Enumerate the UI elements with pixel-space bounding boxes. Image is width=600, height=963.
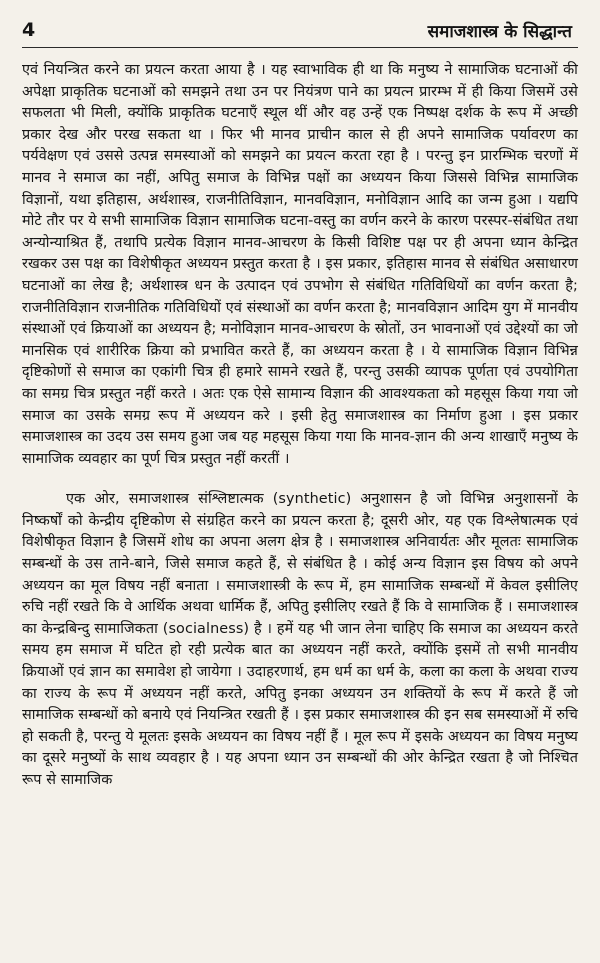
header-rule [22,47,578,48]
paragraph-synthetic-discipline: एक ओर, समाजशास्त्र संश्लिष्टात्मक (synthetic) अनुशासन है जो विभिन्न अनुशासनों के निष्कर्षों को केन्द्रीय दृष्टिकोण से संग्रहित करने का प्रयत्न करता है; दूसरी ओर, यह एक विश्लेषात्मक एवं विशेषीकृत विज्ञान है जिसमें शोध का अपना अलग क्षेत्र है । समाजशास्त्र अनिवार्यतः और मूलतः सामाजिक सम्बन्धों के उस ताने-बाने, जिसे समाज कहते हैं, से संबंधित है । कोई अन्य विज्ञान इस विषय को अपने अध्ययन का मूल विषय नहीं बनाता । समाजशास्त्री के रूप में, हम सामाजिक सम्बन्धों में केवल इसीलिए रुचि नहीं रखते कि वे आर्थिक अथवा धार्मिक हैं, अपितु इसीलिए रखते हैं कि वे सामाजिक हैं । समाजशास्त्र का केन्द्रबिन्दु सामाजिकता (socialness) है । हमें यह भी जान लेना चाहिए कि समाज का अध्ययन करते समय हम समाज में घटित हो रही प्रत्येक बात का अध्ययन नहीं करते, क्योंकि इसमें तो सभी मानवीय क्रियाओं एवं ज्ञान का समावेश हो जायेगा । उदाहरणार्थ, हम धर्म का धर्म के, कला का कला के अथवा राज्य का राज्य के रूप में अध्ययन नहीं करते, अपितु इनका अध्ययन उन शक्तियों के रूप में करते हैं जो सामाजिक सम्बन्धों को बनाये एवं नियन्त्रित रखती हैं । इस प्रकार समाजशास्त्र की इन सब समस्याओं में रुचि हो सकती है, परन्तु ये मूलतः इसके अध्ययन का विषय नहीं हैं । मूल रूप में इसके अध्ययन का विषय मनुष्य का दूसरे मनुष्यों के साथ व्यवहार है । यह अपना ध्यान उन सम्बन्धों की ओर केन्द्रित रखता है जो निश्चित रूप से सामाजिक [22,491,578,788]
body-text [22,60,578,792]
paragraph-continued: एवं नियन्त्रित करने का प्रयत्न करता आया है । यह स्वाभाविक ही था कि मनुष्य ने सामाजिक घटनाओं की अपेक्षा प्राकृतिक घटनाओं को समझने तथा उन पर नियंत्रण पाने का प्रयत्न प्रारम्भ में ही किया जिसमें उसे सफलता भी मिली, क्योंकि प्राकृतिक घटनाएँ स्थूल थीं और वह उन्हें एक निष्पक्ष दर्शक के रूप में अच्छी प्रकार देख और परख सकता था । फिर भी मानव प्राचीन काल से ही अपने सामाजिक पर्यावरण का पर्यवेक्षण एवं उससे उत्पन्न समस्याओं को समझने का प्रयत्न करता रहा है । परन्तु इन प्रारम्भिक चरणों में मानव ने समाज का नहीं, अपितु समाज के विभिन्न पक्षों का अध्ययन किया जिससे विभिन्न सामाजिक विज्ञानों, यथा इतिहास, अर्थशास्त्र, राजनीतिविज्ञान, मानवविज्ञान, मनोविज्ञान आदि का जन्म हुआ । यद्यपि मोटे तौर पर ये सभी सामाजिक विज्ञान सामाजिक घटना-वस्तु का वर्णन करने के कारण परस्पर-संबंधित तथा अन्योन्याश्रित हैं, तथापि प्रत्येक विज्ञान मानव-आचरण के किसी विशिष्ट पक्ष पर ही अपना ध्यान केन्द्रित रखकर उस पक्ष का विशेषीकृत अध्ययन प्रस्तुत करता है । इस प्रकार, इतिहास मानव से संबंधित असाधारण घटनाओं का लेख है; अर्थशास्त्र धन के उत्पादन एवं उपभोग से संबंधित गतिविधियों का वर्णन करता है; राजनीतिविज्ञान राजनीतिक गतिविधियों एवं संस्थाओं का वर्णन करता है; मानवविज्ञान आदिम युग में मानवीय संस्थाओं एवं क्रियाओं का अध्ययन है; मनोविज्ञान मानव-आचरण के स्रोतों, उन भावनाओं एवं उद्देश्यों का जो मानसिक एवं शारीरिक क्रिया को प्रभावित करते हैं, का अध्ययन करता है । ये सामाजिक विज्ञान विभिन्न दृष्टिकोणों से समाज का एकांगी चित्र ही हमारे सामने रखते हैं, परन्तु उसकी व्यापक पूर्णता एवं उपयोगिता का समग्र चित्र प्रस्तुत नहीं करते । अतः एक ऐसे सामान्य विज्ञान की आवश्यकता को महसूस किया गया जो समाज का उसके समग्र रूप में अध्ययन करे । इसी हेतु समाजशास्त्र का निर्माण हुआ । इस प्रकार समाजशास्त्र का उदय उस समय हुआ जब यह महसूस किया गया कि मानव-ज्ञान की अन्य शाखाएँ मनुष्य के सामाजिक व्यवहार का पूर्ण चित्र प्रस्तुत नहीं करतीं । [22,62,578,467]
page-number: 4 [22,19,36,41]
page-header [22,18,572,42]
running-title: समाजशास्त्र के सिद्धान्त [427,21,572,42]
